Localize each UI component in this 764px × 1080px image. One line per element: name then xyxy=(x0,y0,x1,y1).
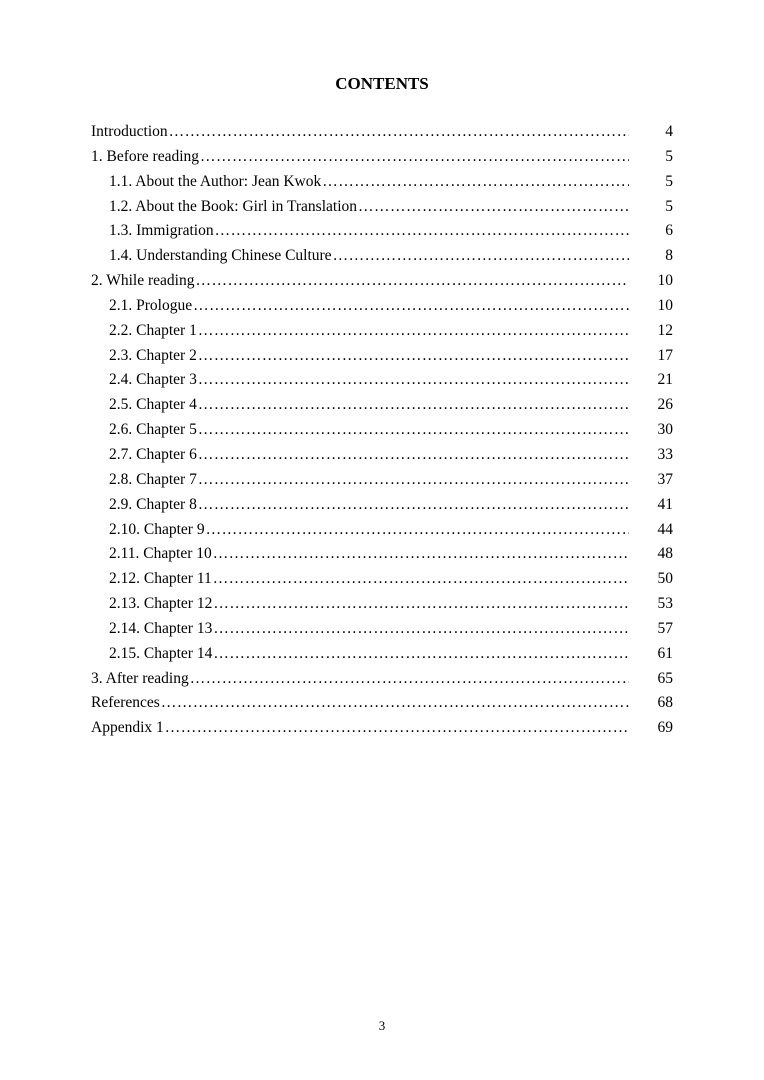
toc-dot-leader xyxy=(190,667,629,692)
toc-entry[interactable] xyxy=(91,195,673,220)
toc-entry[interactable] xyxy=(91,691,673,716)
toc-dot-leader xyxy=(198,418,629,443)
toc-entry-label: 2.1. Prologue xyxy=(109,296,193,314)
toc-dot-leader xyxy=(213,592,629,617)
toc-entry[interactable] xyxy=(91,294,673,319)
toc-entry-page: 41 xyxy=(657,495,673,513)
toc-entry-label: 2.10. Chapter 9 xyxy=(109,520,205,538)
toc-entry-label: Introduction xyxy=(91,123,168,140)
toc-entry[interactable] xyxy=(91,145,673,170)
toc-entry-page: 30 xyxy=(657,421,673,439)
toc-entry[interactable] xyxy=(91,542,673,567)
toc-entry-label: 2.2. Chapter 1 xyxy=(109,321,197,339)
toc-entry[interactable] xyxy=(91,170,673,195)
toc-entry[interactable] xyxy=(91,592,673,617)
toc-entry-label: 2.11. Chapter 10 xyxy=(109,545,212,563)
toc-entry-page: 50 xyxy=(657,570,673,588)
toc-entry-page: 65 xyxy=(657,669,673,687)
toc-entry[interactable] xyxy=(91,642,673,667)
toc-dot-leader xyxy=(213,567,629,592)
toc-dot-leader xyxy=(358,195,629,220)
toc-entry[interactable] xyxy=(91,344,673,369)
toc-entry-label: References xyxy=(91,694,160,712)
toc-entry[interactable] xyxy=(91,393,673,418)
toc-dot-leader xyxy=(198,393,629,418)
toc-entry-label: 2.3. Chapter 2 xyxy=(109,346,197,364)
toc-dot-leader xyxy=(215,219,629,244)
toc-entry-page: 12 xyxy=(657,321,673,339)
toc-dot-leader xyxy=(333,244,629,269)
toc-entry[interactable] xyxy=(91,319,673,344)
toc-entry-label: 1.1. About the Author: Jean Kwok xyxy=(109,172,322,190)
toc-entry[interactable] xyxy=(91,667,673,692)
toc-dot-leader xyxy=(200,145,629,170)
toc-entry-page: 10 xyxy=(657,296,673,314)
toc-dot-leader xyxy=(198,443,629,468)
toc-entry[interactable] xyxy=(91,219,673,244)
toc-entry-label: 1. Before reading xyxy=(91,147,200,165)
toc-entry-page: 69 xyxy=(657,719,673,737)
toc-entry[interactable] xyxy=(91,368,673,393)
toc-entry-label: 2.12. Chapter 11 xyxy=(109,570,212,588)
page-title: CONTENTS xyxy=(335,74,429,93)
toc-dot-leader xyxy=(206,518,629,543)
toc-entry[interactable] xyxy=(91,468,673,493)
toc-entry-label: 1.2. About the Book: Girl in Translation xyxy=(109,197,358,215)
toc-entry[interactable] xyxy=(91,120,673,145)
toc-entry-page: 68 xyxy=(657,694,673,712)
toc-dot-leader xyxy=(213,642,629,667)
toc-entry[interactable] xyxy=(91,269,673,294)
toc-entry-page: 8 xyxy=(665,247,673,265)
toc-entry-label: 2.7. Chapter 6 xyxy=(109,445,197,463)
toc-entry-label: 2.8. Chapter 7 xyxy=(109,470,197,488)
toc-entry-page: 37 xyxy=(657,470,673,488)
toc-entry-label: 2. While reading xyxy=(91,272,195,290)
toc-dot-leader xyxy=(198,493,629,518)
toc-entry-label: 2.4. Chapter 3 xyxy=(109,371,197,389)
toc-entry-page: 21 xyxy=(657,371,673,389)
toc-entry-page: 4 xyxy=(665,123,673,140)
page-number: 3 xyxy=(378,1018,386,1033)
toc-dot-leader xyxy=(198,344,629,369)
toc-dot-leader xyxy=(198,468,629,493)
toc-entry-label: 2.14. Chapter 13 xyxy=(109,619,213,637)
toc-entry-page: 61 xyxy=(657,644,673,662)
toc-entry-page: 5 xyxy=(665,147,673,165)
toc-entry-page: 53 xyxy=(657,595,673,613)
toc-entry-page: 26 xyxy=(657,396,673,414)
toc-dot-leader xyxy=(213,617,629,642)
toc-entry-label: 2.6. Chapter 5 xyxy=(109,421,197,439)
toc-entry-label: 2.13. Chapter 12 xyxy=(109,595,213,613)
toc-entry-page: 48 xyxy=(657,545,673,563)
toc-entry-label: 1.3. Immigration xyxy=(109,222,214,240)
toc-entry-label: 3. After reading xyxy=(91,669,189,687)
toc-entry[interactable] xyxy=(91,418,673,443)
toc-entry[interactable] xyxy=(91,716,673,741)
toc-entry[interactable] xyxy=(91,518,673,543)
toc-entry[interactable] xyxy=(91,617,673,642)
toc-entry-page: 44 xyxy=(657,520,673,538)
toc-entry-label: 1.4. Understanding Chinese Culture xyxy=(109,247,332,265)
toc-entry-label: 2.15. Chapter 14 xyxy=(109,644,213,662)
toc-entry-page: 5 xyxy=(665,197,673,215)
toc-dot-leader xyxy=(165,716,629,741)
toc-entry-label: 2.5. Chapter 4 xyxy=(109,396,197,414)
toc-entry[interactable] xyxy=(91,244,673,269)
toc-entry-label: 2.9. Chapter 8 xyxy=(109,495,197,513)
toc-entry-page: 17 xyxy=(657,346,673,364)
toc-dot-leader xyxy=(322,170,629,195)
toc-entry-page: 10 xyxy=(657,272,673,290)
toc-entry-label: Appendix 1 xyxy=(91,719,164,737)
toc-entry-page: 5 xyxy=(665,172,673,190)
toc-dot-leader xyxy=(195,269,629,294)
toc-dot-leader xyxy=(169,120,629,145)
table-of-contents xyxy=(91,120,673,741)
toc-dot-leader xyxy=(213,542,629,567)
toc-entry-page: 57 xyxy=(657,619,673,637)
toc-entry[interactable] xyxy=(91,443,673,468)
toc-entry-page: 33 xyxy=(657,445,673,463)
toc-dot-leader xyxy=(198,319,629,344)
toc-entry[interactable] xyxy=(91,493,673,518)
toc-dot-leader xyxy=(161,691,629,716)
toc-dot-leader xyxy=(198,368,629,393)
toc-entry-page: 6 xyxy=(665,222,673,240)
toc-entry[interactable] xyxy=(91,567,673,592)
toc-dot-leader xyxy=(193,294,629,319)
